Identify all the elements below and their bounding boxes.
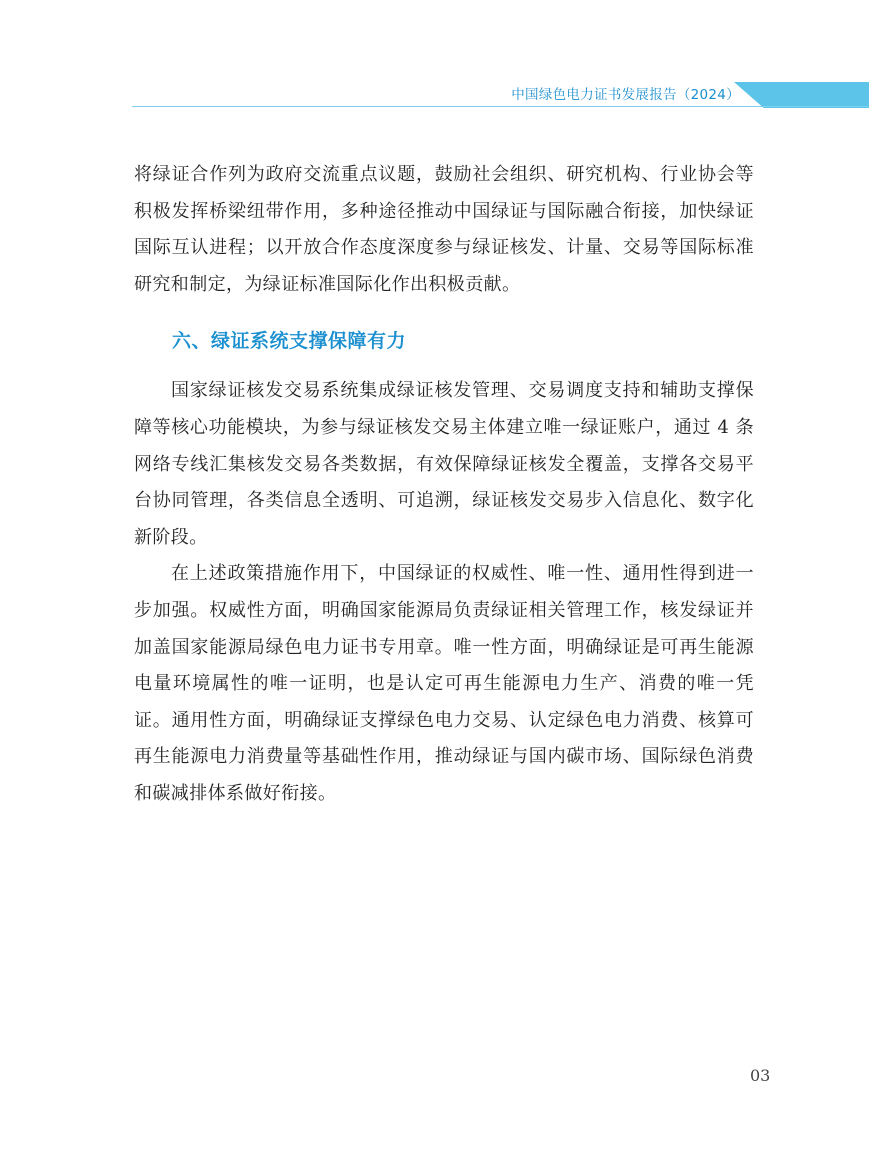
page-number: 03 (750, 1066, 771, 1085)
running-header-title: 中国绿色电力证书发展报告（2024） (511, 87, 740, 103)
heading-spacer (134, 359, 754, 373)
section-spacer (134, 303, 754, 323)
paragraph-system: 国家绿证核发交易系统集成绿证核发管理、交易调度支持和辅助支撑保障等核心功能模块，为参与绿证核发交易主体建立唯一绿证账户，通过 4 条网络专线汇集核发交易各类数据，有效保障绿证核发全覆盖，支撑各交易平台协同管理，各类信息全透明、可追溯，绿证核发交易步入信息化、数字化新阶段。 (134, 380, 754, 548)
main-content (134, 157, 754, 813)
header-rule (132, 106, 869, 107)
paragraph-policy: 在上述政策措施作用下，中国绿证的权威性、唯一性、通用性得到进一步加强。权威性方面，明确国家能源局负责绿证相关管理工作，核发绿证并加盖国家能源局绿色电力证书专用章。唯一性方面，明确绿证是可再生能源电量环境属性的唯一证明，也是认定可再生能源电力生产、消费的唯一凭证。通用性方面，明确绿证支撑绿色电力交易、认定绿色电力消费、核算可再生能源电力消费量等基础性作用，推动绿证与国内碳市场、国际绿色消费和碳减排体系做好衔接。 (134, 563, 754, 804)
paragraph-continued: 将绿证合作列为政府交流重点议题，鼓励社会组织、研究机构、行业协会等积极发挥桥梁纽带作用，多种途径推动中国绿证与国际融合衔接，加快绿证国际互认进程；以开放合作态度深度参与绿证核发、计量、交易等国际标准研究和制定，为绿证标准国际化作出积极贡献。 (134, 164, 754, 295)
section-heading: 六、绿证系统支撑保障有力 (172, 330, 407, 353)
header-accent-band (734, 82, 869, 108)
